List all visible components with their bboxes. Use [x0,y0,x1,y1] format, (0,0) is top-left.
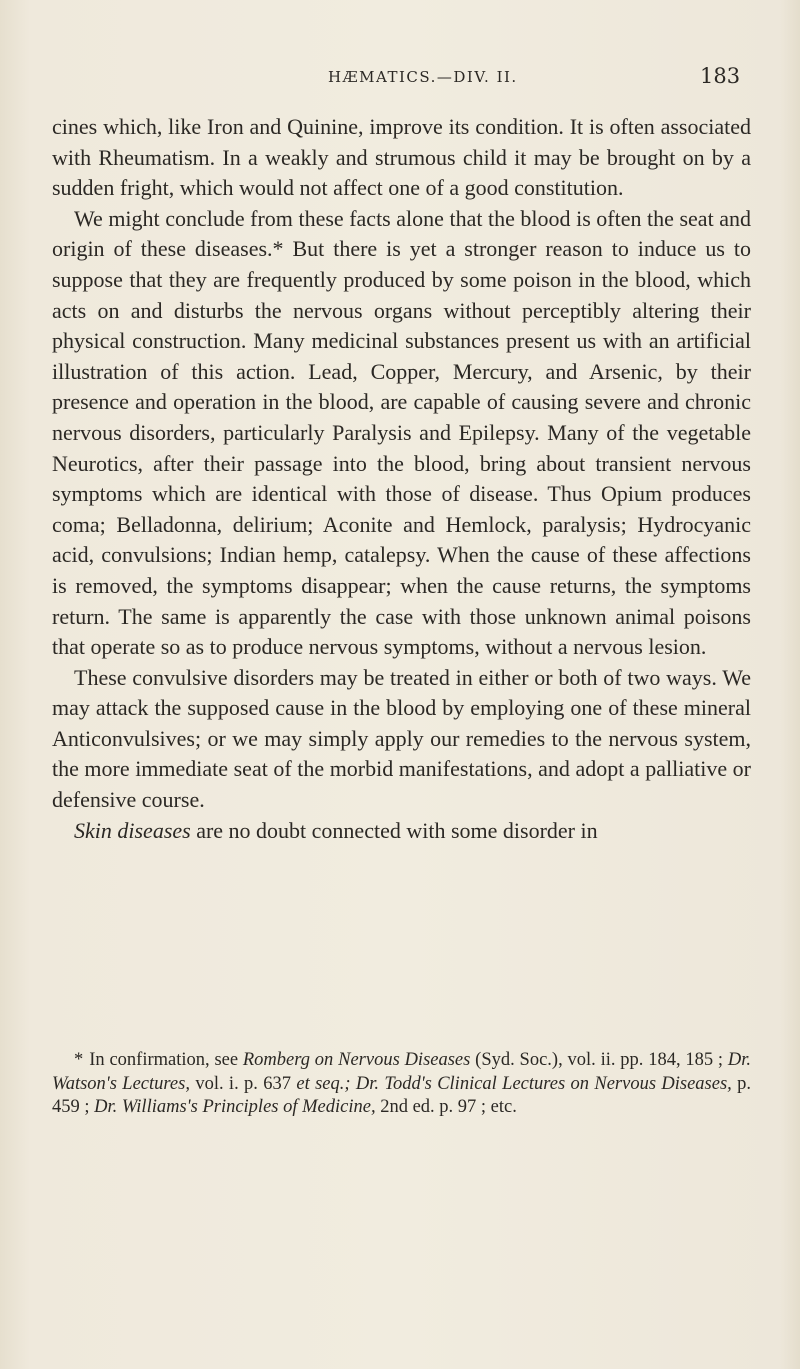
skin-diseases-heading: Skin diseases [74,817,191,843]
footnote [52,1049,751,1120]
footnote-text-5: 2nd ed. p. 97 ; etc. [375,1097,517,1117]
body-text [52,112,751,846]
paragraph-3: These convulsive disorders may be treated in either or both of two ways. We may attack the supposed cause in the blood by employing one of these mineral Anticonvulsives; or we may simply apply our remedies to the nervous system, the more immediate seat of the morbid manifestations, and adopt a palliative or defensive course. [52,664,751,813]
footnote-text-2: (Syd. Soc.), vol. ii. pp. 184, 185 ; [470,1050,728,1070]
paragraph-4 [52,816,751,847]
footnote-text-4: p. 459 ; [52,1073,752,1117]
footnote-mark: * [74,1050,84,1070]
footnote-text-1: In confirmation, see [89,1050,243,1070]
running-head [0,64,800,92]
footnote-ref-todd: et seq.; Dr. Todd's Clinical Lectures on Nervous Diseases, [296,1073,732,1094]
page-number: 183 [700,64,741,88]
paragraph-2: We might conclude from these facts alone that the blood is often the seat and origin of these diseases.* But there is yet a stronger reason to induce us to suppose that they are frequently produced by some poison in the blood, which acts on and disturbs the nervous organs without perceptibly altering their physical construction. Many medicinal substances present us with an artificial illustration of this action. Lead, Copper, Mercury, and Arsenic, by their presence and operation in the blood, are capable of causing severe and chronic nervous disorders, particularly Paralysis and Epilepsy. Many of the vegetable Neurotics, after their passage into the blood, bring about transient nervous symptoms which are identical with those of disease. Thus Opium produces coma; Belladonna, delirium; Aconite and Hemlock, paralysis; Hydrocyanic acid, convulsions; Indian hemp, catalepsy. When the cause of these affections is removed, the symptoms disappear; when the cause returns, the symptoms return. The same is apparently the case with those unknown animal poisons that operate so as to produce nervous symptoms, without a nervous lesion. [52,205,751,660]
paragraph-4-text: are no doubt connected with some disorder in [190,817,598,843]
footnote-ref-williams: Dr. Williams's Principles of Medicine, [94,1097,376,1117]
running-head-title: HÆMATICS.—DIV. II. [328,68,518,86]
footnote-ref-romberg: Romberg on Nervous Diseases [242,1050,471,1070]
footnote-text [52,1049,751,1120]
paragraph-1: cines which, like Iron and Quinine, improve its condition. It is often associated with Rheumatism. In a weakly and strumous child it may be brought on by a sudden fright, which would not affect one of a good constitution. [52,114,751,201]
footnote-ref-watson: Dr. Watson's Lectures, [52,1050,752,1094]
footnote-text-3: vol. i. p. 637 [189,1073,297,1094]
